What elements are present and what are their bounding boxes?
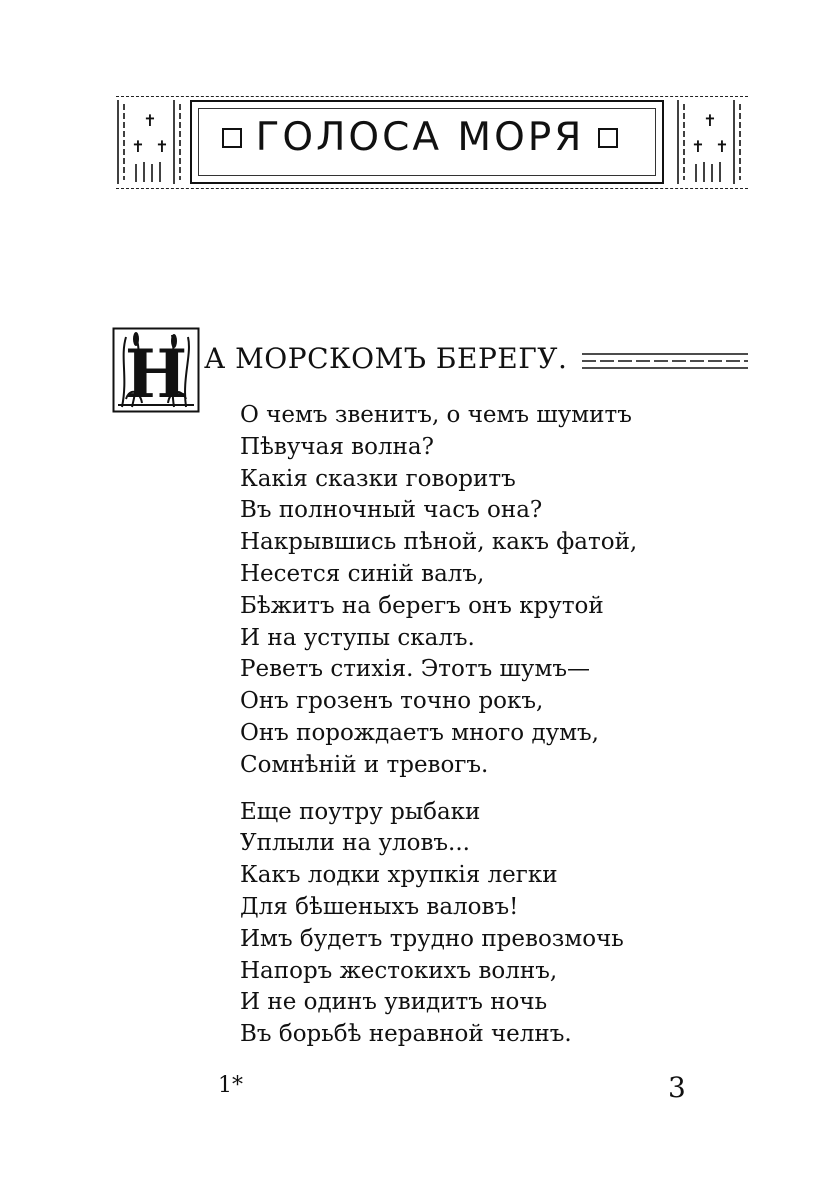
poem-line: Онъ грозенъ точно рокъ, (240, 688, 544, 715)
header-right-ornament (674, 96, 744, 188)
dropcap-reeds-illustration (112, 327, 200, 413)
poem-heading: А МОРСКОМЪ БЕРЕГУ. (204, 342, 568, 375)
title-text: ГОЛОСА МОРЯ (255, 115, 585, 160)
poem-line: Пѣвучая волна? (240, 433, 434, 460)
heading-decorative-rule (582, 350, 748, 372)
svg-text:✝: ✝ (143, 111, 157, 130)
poem-line: Несется синій валъ, (240, 560, 485, 587)
right-square-ornament (598, 128, 618, 148)
poem-line: Уплыли на уловъ... (240, 830, 470, 857)
poem-line: Въ борьбѣ неравной челнъ. (240, 1021, 572, 1048)
svg-text:✝: ✝ (155, 137, 169, 156)
poem-line: Какія сказки говоритъ (240, 465, 516, 492)
poem-line: Реветъ стихія. Этотъ шумъ— (240, 656, 590, 683)
poem-line: Сомнѣній и тревогъ. (240, 751, 489, 778)
left-square-ornament (222, 128, 242, 148)
svg-text:✝: ✝ (691, 137, 705, 156)
poem-line: Бѣжитъ на берегъ онъ крутой (240, 592, 604, 619)
dropcap-letter: Н (124, 335, 188, 413)
header-bottom-rule (116, 188, 748, 189)
stanza (240, 400, 637, 782)
poem-line: Въ полночный часъ она? (240, 497, 543, 524)
poem-line: Накрывшись пѣной, какъ фатой, (240, 529, 638, 556)
poem-line: Для бѣшеныхъ валовъ! (240, 893, 519, 920)
svg-text:✝: ✝ (703, 111, 717, 130)
poem-line: Какъ лодки хрупкія легки (240, 862, 558, 889)
poem-line: Имъ будетъ трудно превозмочь (240, 925, 624, 952)
svg-text:✝: ✝ (715, 137, 729, 156)
poem-line: И не одинъ увидитъ ночь (240, 989, 548, 1016)
stanza (240, 797, 637, 1051)
poem-line: О чемъ звенитъ, о чемъ шумитъ (240, 402, 632, 428)
poem-line: Напоръ жестокихъ волнъ, (240, 957, 558, 984)
stanza-gap (240, 782, 637, 797)
svg-text:✝: ✝ (131, 137, 145, 156)
poem-line: И на уступы скалъ. (240, 624, 475, 651)
poem-body (240, 400, 637, 1051)
header-top-rule (116, 96, 748, 97)
poem-line: Онъ порождаетъ много думъ, (240, 719, 599, 746)
poem-line: Еще поутру рыбаки (240, 798, 481, 825)
page-number: 3 (668, 1071, 686, 1104)
signature-mark: 1* (218, 1073, 243, 1098)
